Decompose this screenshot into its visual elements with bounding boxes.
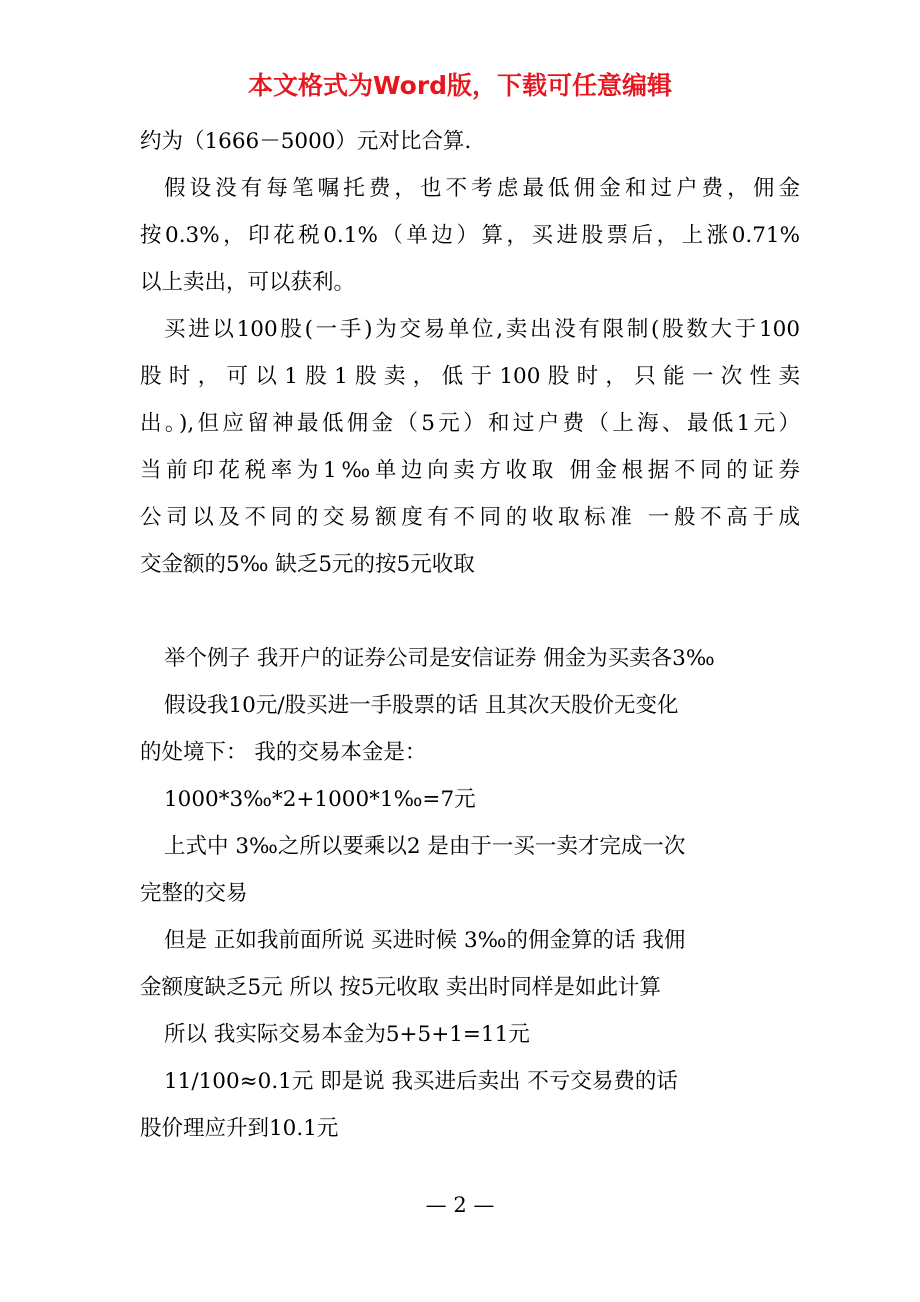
text-line: 的处境下： 我的交易本金是：: [140, 740, 427, 765]
document-body: [140, 118, 800, 1152]
text-line: 金额度缺乏5元 所以 按5元收取 卖出时同样是如此计算: [140, 975, 661, 1000]
text-line: 股价理应升到10.1元: [140, 1116, 339, 1141]
page-header-banner: 本文格式为Word版，下载可任意编辑: [247, 71, 673, 100]
text-line: 约为（1666－5000）元对比合算.: [140, 129, 472, 154]
text-line: 公司以及不同的交易额度有不同的收取标准 一般不高于成: [140, 505, 800, 530]
text-line: 当前印花税率为1‰单边向卖方收取 佣金根据不同的证券: [140, 458, 800, 483]
text-line: 假设没有每笔嘱托费，也不考虑最低佣金和过户费，佣金: [164, 176, 800, 201]
text-line: 举个例子 我开户的证券公司是安信证券 佣金为买卖各3‰: [164, 646, 715, 671]
text-line: 股时，可以1股1股卖，低于100股时，只能一次性卖: [140, 364, 800, 389]
paragraph-gap: [140, 588, 800, 635]
text-line: 所以 我实际交易本金为5+5+1=11元: [164, 1022, 530, 1047]
text-line: 按0.3%，印花税0.1%（单边）算，买进股票后，上涨0.71%: [140, 223, 800, 248]
text-line: 上式中 3‰之所以要乘以2 是由于一买一卖才完成一次: [164, 834, 686, 859]
text-line: 11/100≈0.1元 即是说 我买进后卖出 不亏交易费的话: [164, 1069, 678, 1094]
text-line: 但是 正如我前面所说 买进时候 3‰的佣金算的话 我佣: [164, 928, 686, 953]
text-line: 以上卖出，可以获利。: [140, 270, 356, 295]
text-line: 交金额的5‰ 缺乏5元的按5元收取: [140, 552, 475, 577]
text-line: 假设我10元/股买进一手股票的话 且其次天股价无变化: [164, 693, 679, 718]
page-number: — 2 —: [425, 1193, 495, 1217]
text-line: 出。),但应留神最低佣金（5元）和过户费（上海、最低1元）: [140, 411, 800, 436]
text-line: 完整的交易: [140, 881, 248, 906]
text-line: 买进以100股(一手)为交易单位,卖出没有限制(股数大于100: [164, 317, 800, 342]
text-line: 1000*3‰*2+1000*1‰=7元: [164, 787, 476, 812]
